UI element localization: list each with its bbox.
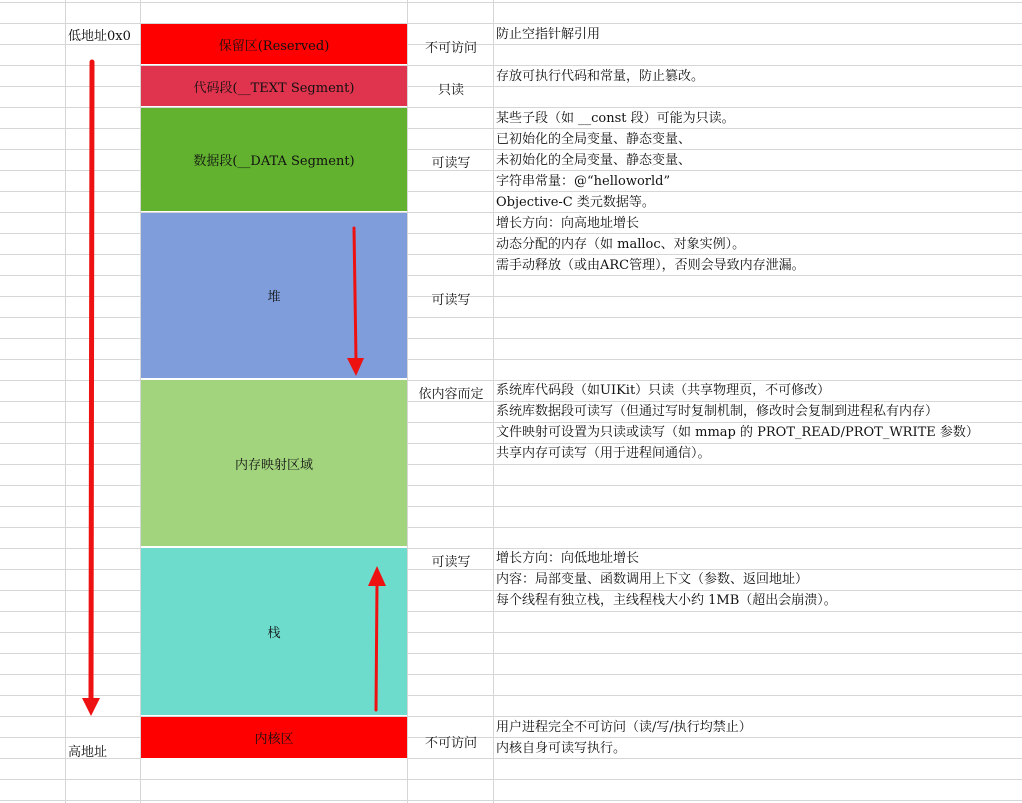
note-line: 未初始化的全局变量、静态变量、 bbox=[496, 153, 692, 168]
segment-label: 堆 bbox=[267, 290, 281, 305]
notes-heap bbox=[496, 213, 805, 276]
note-line: 防止空指针解引用 bbox=[496, 27, 601, 42]
permission-stack: 可读写 bbox=[431, 555, 471, 570]
segment-stack bbox=[141, 548, 407, 716]
permission-kernel: 不可访问 bbox=[424, 736, 477, 751]
segment-text bbox=[141, 66, 407, 107]
permission-heap: 可读写 bbox=[431, 293, 471, 308]
segment-label: 保留区(Reserved) bbox=[218, 38, 330, 54]
note-line: 已初始化的全局变量、静态变量、 bbox=[496, 132, 692, 147]
note-line: 系统库数据段可读写（但通过写时复制机制，修改时会复制到进程私有内存） bbox=[496, 404, 939, 419]
note-line: 需手动释放（或由ARC管理），否则会导致内存泄漏。 bbox=[496, 258, 805, 273]
note-line: 每个线程有独立栈，主线程栈大小约 1MB（超出会崩溃）。 bbox=[496, 593, 837, 608]
low-address-label: 低地址0x0 bbox=[68, 29, 131, 44]
segment-label: 代码段(__TEXT Segment) bbox=[193, 80, 355, 96]
notes-data bbox=[496, 108, 735, 213]
segment-heap bbox=[141, 213, 407, 379]
segment-data bbox=[141, 108, 407, 212]
segment-label: 内核区 bbox=[254, 732, 294, 747]
note-line: 用户进程完全不可访问（读/写/执行均禁止） bbox=[496, 720, 752, 735]
note-line: 内容：局部变量、函数调用上下文（参数、返回地址） bbox=[496, 572, 809, 587]
segment-label: 栈 bbox=[267, 626, 281, 641]
note-line: 存放可执行代码和常量，防止篡改。 bbox=[496, 69, 705, 84]
note-line: 某些子段（如 __const 段）可能为只读。 bbox=[496, 111, 735, 126]
permission-text: 只读 bbox=[437, 83, 464, 98]
segment-label: 数据段(__DATA Segment) bbox=[193, 154, 355, 169]
high-address-label: 高地址 bbox=[68, 745, 108, 760]
note-line: 增长方向：向高地址增长 bbox=[496, 216, 640, 231]
note-line: 文件映射可设置为只读或读写（如 mmap 的 PROT_READ/PROT_WRITE 参数） bbox=[496, 425, 979, 440]
note-line: 内核自身可读写执行。 bbox=[496, 741, 627, 756]
notes-stack bbox=[496, 548, 837, 611]
permission-data: 可读写 bbox=[431, 156, 471, 171]
permission-memory-mapped: 依内容而定 bbox=[418, 387, 484, 402]
note-line: Objective-C 类元数据等。 bbox=[496, 195, 655, 210]
notes-text bbox=[496, 66, 704, 87]
note-line: 系统库代码段（如UIKit）只读（共享物理页，不可修改） bbox=[496, 383, 831, 398]
note-line: 字符串常量：@“helloworld” bbox=[496, 174, 671, 189]
note-line: 共享内存可读写（用于进程间通信）。 bbox=[496, 446, 711, 461]
segment-label: 内存映射区域 bbox=[234, 457, 313, 473]
note-line: 动态分配的内存（如 malloc、对象实例）。 bbox=[496, 237, 746, 252]
notes-reserved bbox=[496, 24, 600, 45]
permission-reserved: 不可访问 bbox=[424, 41, 477, 56]
segment-memory-mapped bbox=[141, 380, 407, 547]
notes-memory-mapped bbox=[496, 380, 979, 464]
note-line: 增长方向：向低地址增长 bbox=[496, 551, 640, 566]
notes-kernel bbox=[496, 717, 752, 759]
segment-kernel bbox=[141, 717, 407, 759]
segment-reserved bbox=[141, 24, 407, 65]
